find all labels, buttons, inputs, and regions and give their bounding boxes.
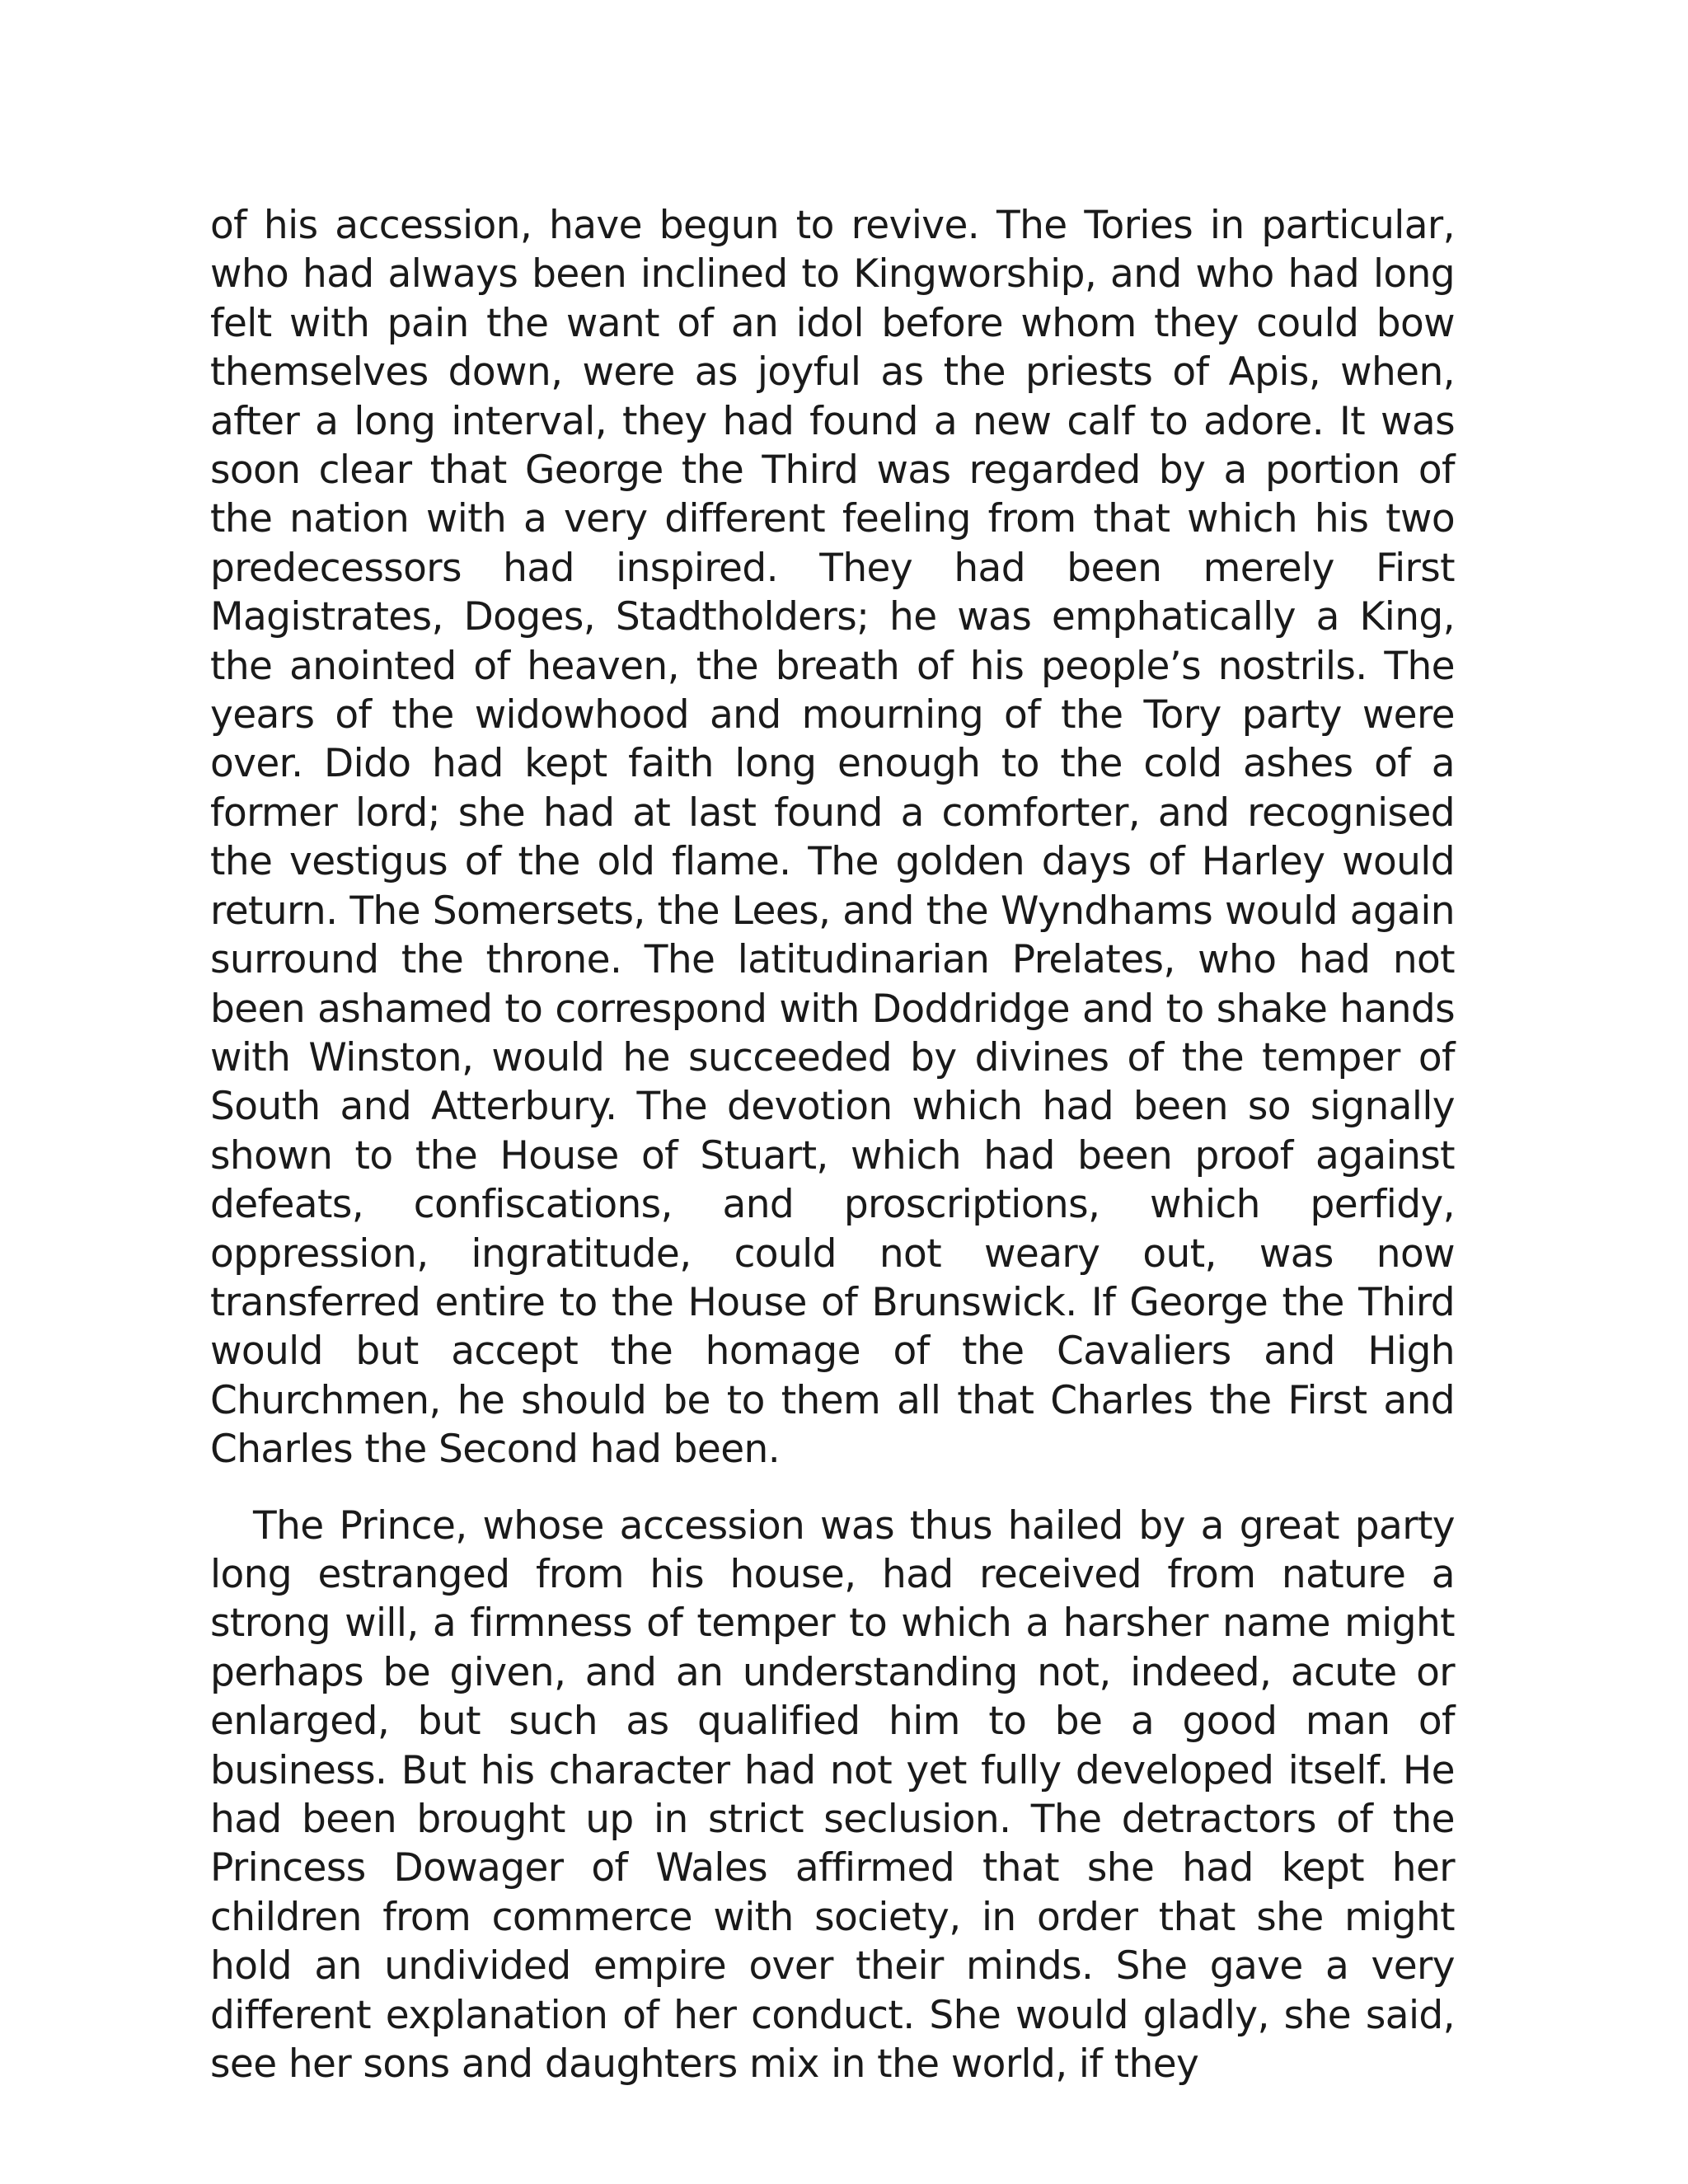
paragraph-2: The Prince, whose accession was thus hailed by a great party long estranged from his house, had received from nature a strong will, a firmness of temper to which a harsher name might perhaps be given, and an understanding not, indeed, acute or enlarged, but such as qualified him to be a good man of business. But his character had not yet fully developed itself. He had been brought up in strict seclusion. The detractors of the Princess Dowager of Wales affirmed that she had kept her children from commerce with society, in order that she might hold an undivided empire over their minds. She gave a very different explanation of her conduct. She would gladly, she said, see her sons and daughters mix in the world, if they xyxy=(210,1502,1455,2088)
paragraph-1: of his accession, have begun to revive. The Tories in particular, who had always been inclined to Kingworship, and who had long felt with pain the want of an idol before whom they could bow themselves down, were as joyful as the priests of Apis, when, after a long interval, they had found a new calf to adore. It was soon clear that George the Third was regarded by a portion of the nation with a very different feeling from that which his two predecessors had inspired. They had been merely First Magistrates, Doges, Stadtholders; he was emphatically a King, the anointed of heaven, the breath of his people’s nostrils. The years of the widowhood and mourning of the Tory party were over. Dido had kept faith long enough to the cold ashes of a former lord; she had at last found a comforter, and recognised the vestigus of the old flame. The golden days of Harley would return. The Somersets, the Lees, and the Wyndhams would again surround the throne. The latitudinarian Prelates, who had not been ashamed to correspond with Doddridge and to shake hands with Winston, would he succeeded by divines of the temper of South and Atterbury. The devotion which had been so signally shown to the House of Stuart, which had been proof against defeats, confiscations, and proscriptions, which perfidy, oppression, ingratitude, could not weary out, was now transferred entire to the House of Brunswick. If George the Third would but accept the homage of the Cavaliers and High Churchmen, he should be to them all that Charles the First and Charles the Second had been. xyxy=(210,203,1455,1473)
page-body xyxy=(210,201,1455,2088)
